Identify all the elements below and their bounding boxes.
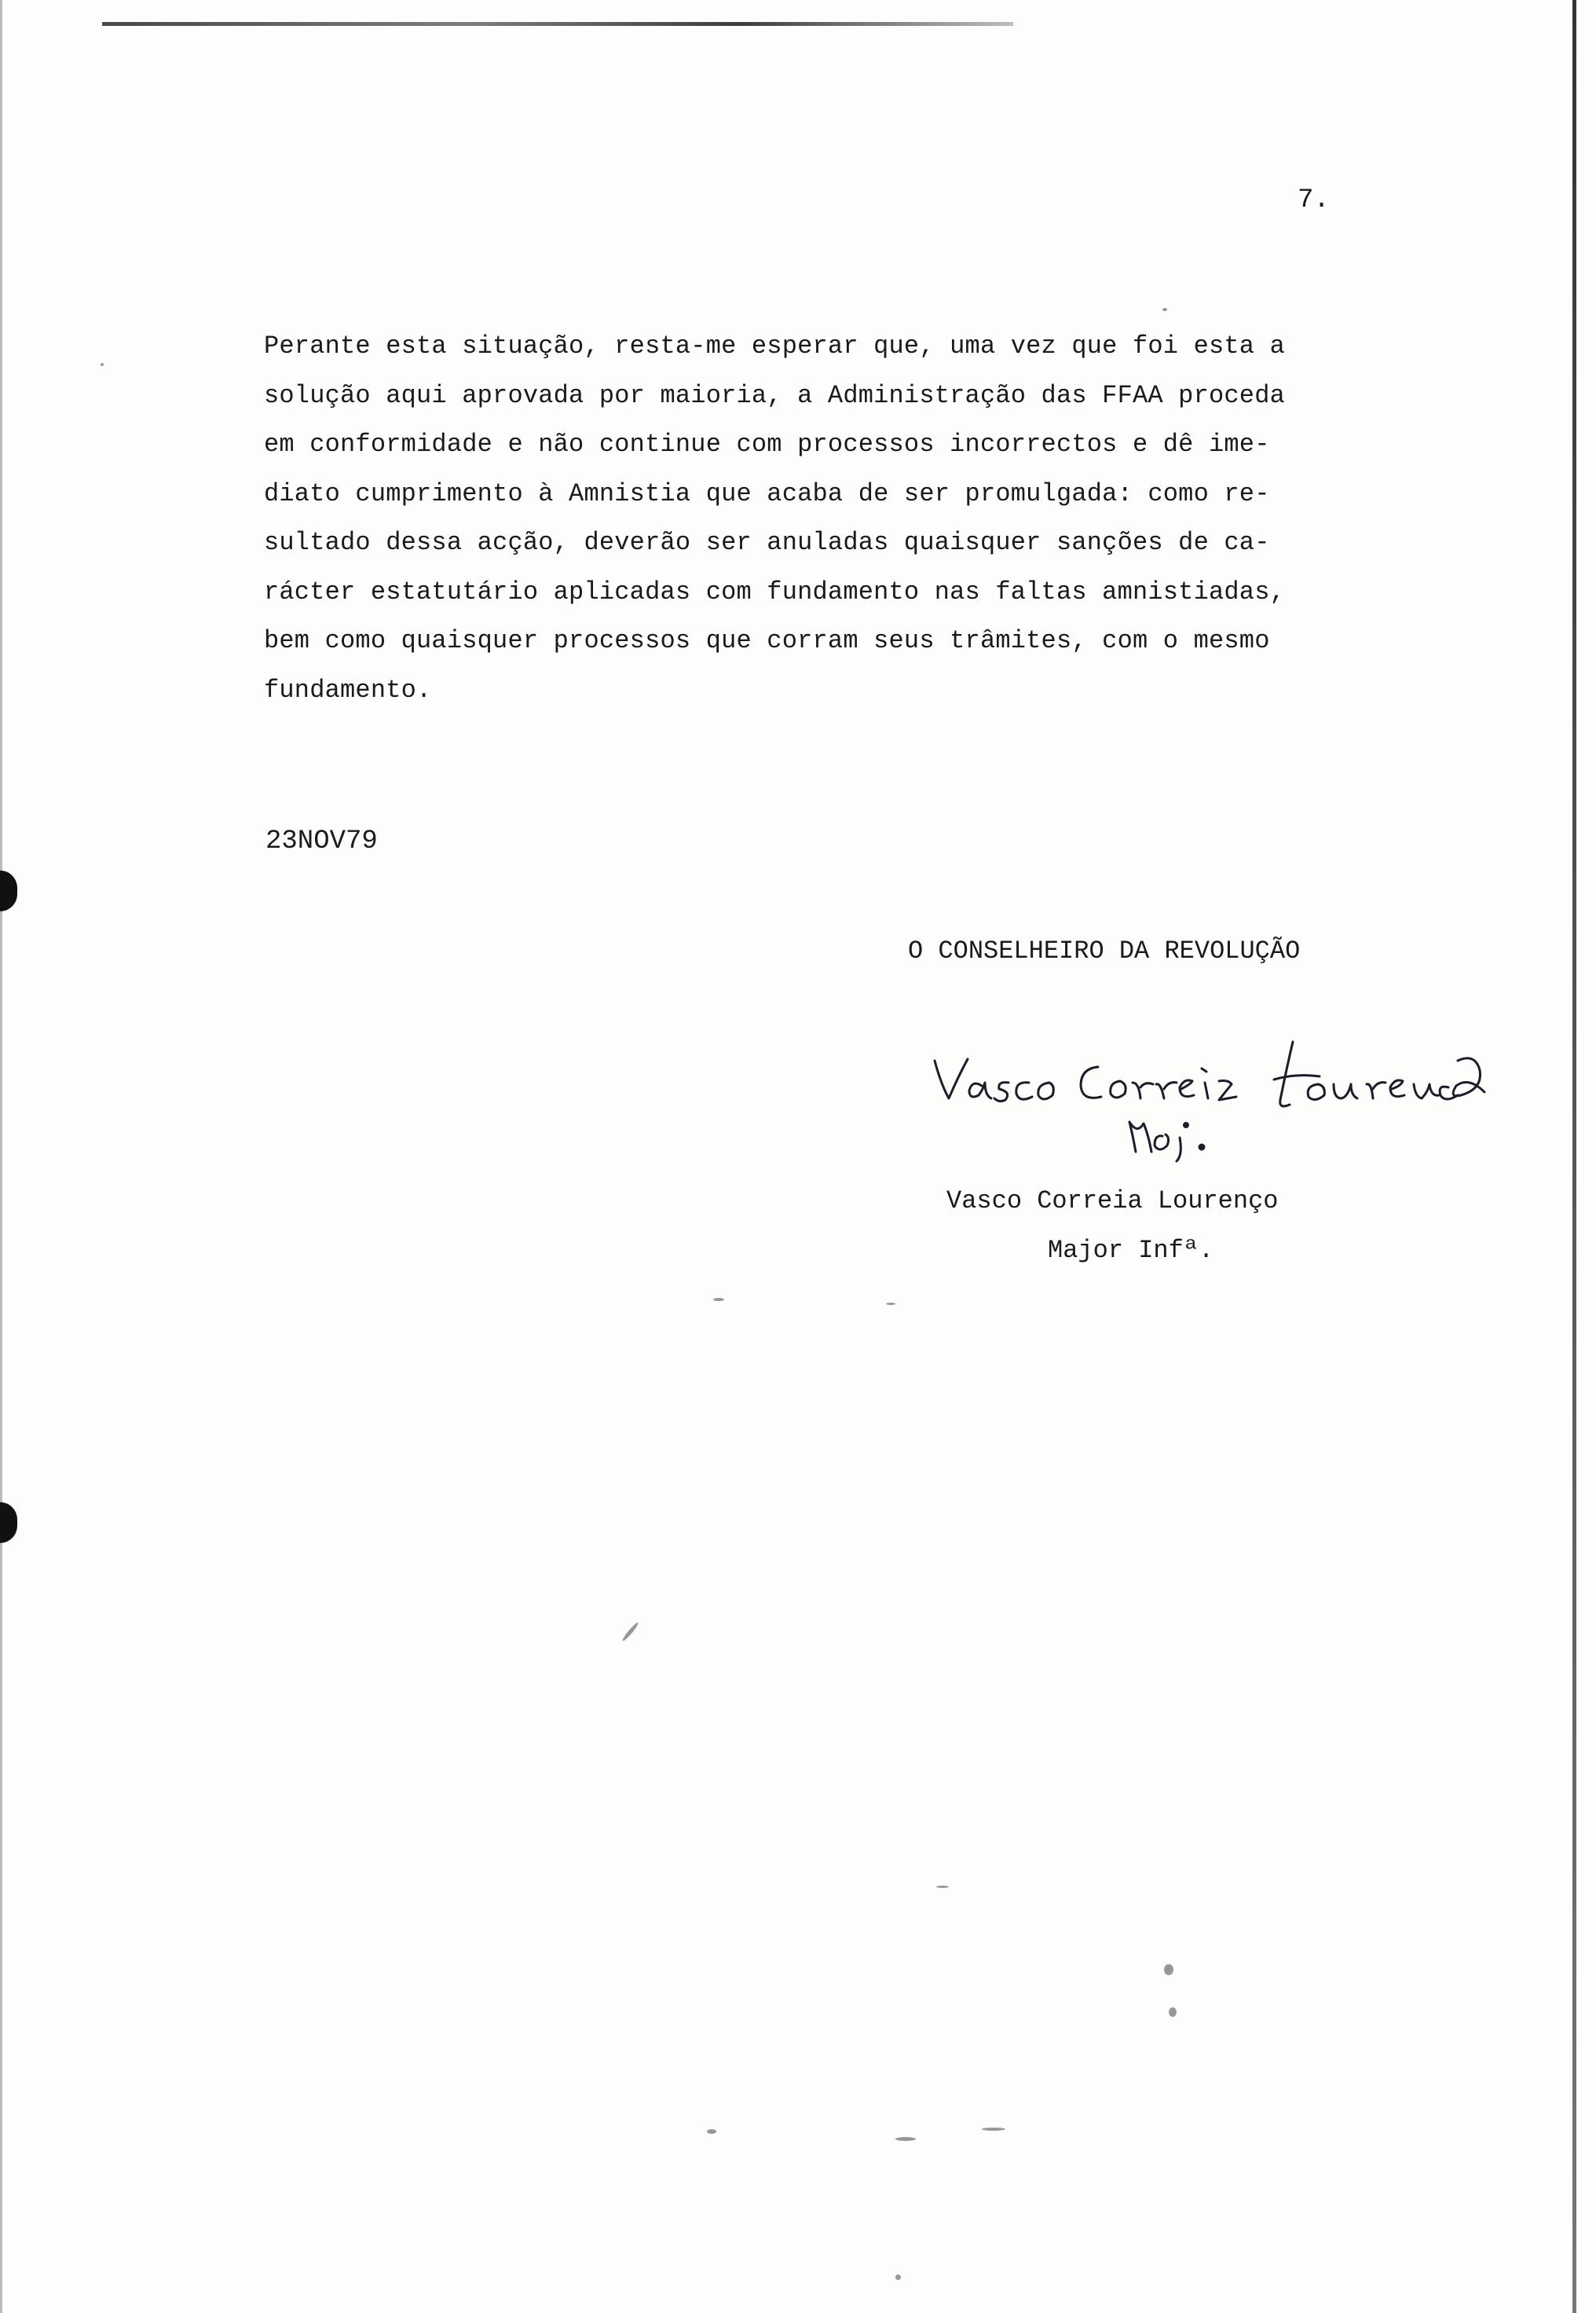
body-line: sultado dessa acção, deverão ser anuladas quaisquer sanções de ca- bbox=[264, 528, 1270, 557]
signature-title: O CONSELHEIRO DA REVOLUÇÃO bbox=[908, 937, 1301, 966]
body-line: solução aqui aprovada por maioria, a Administração das FFAA proceda bbox=[264, 380, 1286, 410]
scan-top-edge bbox=[102, 22, 1013, 26]
scan-speck bbox=[713, 1298, 724, 1301]
scan-speck bbox=[895, 2137, 916, 2141]
scan-speck bbox=[621, 1622, 639, 1642]
scan-speck bbox=[707, 2129, 716, 2134]
scan-speck bbox=[101, 363, 104, 366]
handwritten-signature bbox=[927, 1037, 1492, 1163]
scan-left-edge bbox=[0, 0, 2, 2313]
punch-hole-top bbox=[0, 871, 17, 911]
scan-speck bbox=[886, 1303, 895, 1305]
scan-speck bbox=[982, 2128, 1005, 2131]
signer-name: Vasco Correia Lourenço bbox=[946, 1186, 1279, 1215]
scan-speck bbox=[1162, 308, 1167, 311]
scan-speck bbox=[1164, 1964, 1173, 1975]
page-number: 7. bbox=[1298, 185, 1330, 215]
scan-speck bbox=[1169, 2007, 1177, 2017]
body-line: diato cumprimento à Amnistia que acaba de ser promulgada: como re- bbox=[264, 478, 1270, 508]
body-line: Perante esta situação, resta-me esperar que, uma vez que foi esta a bbox=[264, 332, 1286, 361]
body-line: em conformidade e não continue com processos incorrectos e dê ime- bbox=[264, 430, 1270, 459]
body-paragraph bbox=[264, 322, 1442, 715]
scan-speck bbox=[895, 2275, 901, 2280]
signer-rank: Major Infª. bbox=[1048, 1236, 1214, 1265]
body-line: bem como quaisquer processos que corram seus trâmites, com o mesmo bbox=[264, 626, 1270, 655]
body-line: rácter estatutário aplicadas com fundamento nas faltas amnistiadas, bbox=[264, 577, 1286, 607]
scan-speck bbox=[936, 1886, 949, 1888]
punch-hole-bottom bbox=[0, 1502, 17, 1543]
body-line: fundamento. bbox=[264, 675, 432, 705]
scan-right-edge bbox=[1572, 0, 1576, 2313]
document-date: 23NOV79 bbox=[265, 827, 378, 856]
